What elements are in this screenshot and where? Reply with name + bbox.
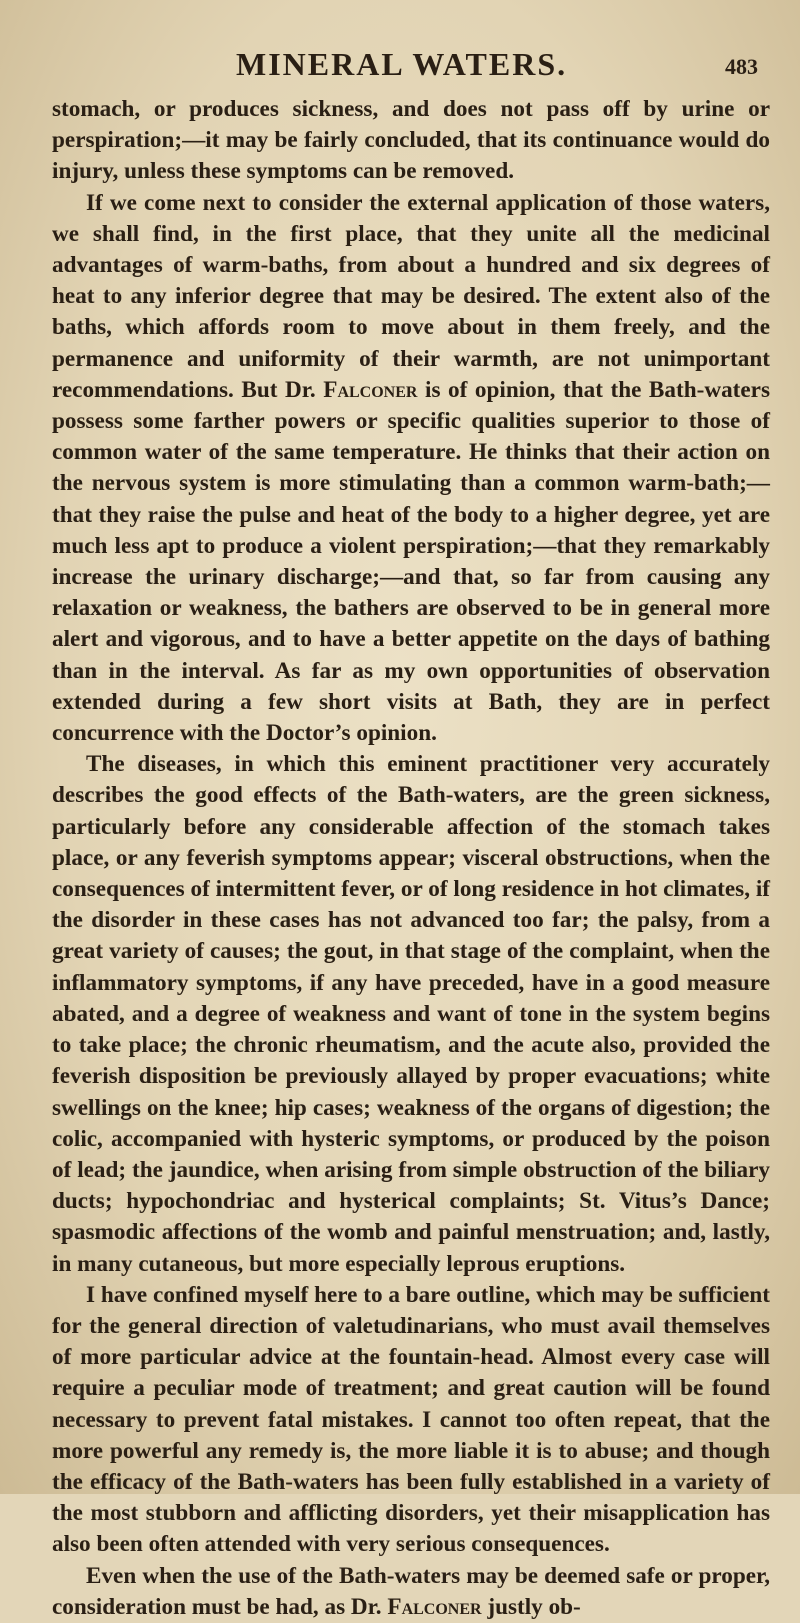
text-run: Even when the use of the Bath-waters may be deemed safe or proper, consideration must be had, as Dr. (52, 1562, 770, 1620)
running-title: MINERAL WATERS. (236, 46, 568, 82)
paragraph (52, 1561, 770, 1623)
paragraph (52, 1280, 770, 1561)
text-run: The diseases, in which this eminent practitioner very accurately describes the good effects of the Bath-waters, are the green sickness, particularly before any considerable affection of the stomach takes place, or any feverish symptoms appear; visceral obstructions, when the consequences of intermittent fever, or of long residence in hot climates, if the disorder in these cases has not advanced too far; the palsy, from a great variety of causes; the gout, in that stage of the complaint, when the inflammatory symptoms, if any have preceded, have in a good measure abated, and a degree of weakness and want of tone in the system begins to take place; the chronic rheumatism, and the acute also, provided the feverish disposition be previously allayed by proper evacuations; white swellings on the knee; hip cases; weakness of the organs of digestion; the colic, accompanied with hysteric symptoms, or produced by the poison of lead; the jaundice, when arising from simple obstruction of the biliary ducts; hypochondriac and hysterical complaints; St. Vitus’s Dance; spasmodic affections of the womb and painful menstruation; and, lastly, in many cutaneous, but more especially leprous eruptions. (52, 751, 770, 1277)
paragraph (52, 94, 770, 188)
author-name: Falconer (323, 376, 418, 403)
text-run: stomach, or produces sickness, and does not pass off by urine or perspiration;—it may be fairly concluded, that its continuance would do injury, unless these symptoms can be removed. (52, 96, 770, 185)
paragraph (52, 749, 770, 1279)
author-name: Falconer (387, 1593, 482, 1620)
page-header (0, 46, 800, 94)
body-text (52, 94, 770, 1623)
text-run: is of opinion, that the Bath-waters possess some farther powers or specific qualities superior to those of common water of the same temperature. He thinks that their action on the nervous system is more stimulating than a common warm-bath;—that they raise the pulse and heat of the body to a higher degree, yet are much less apt to produce a violent perspiration;—that they remarkably increase the urinary discharge;—and that, so far from causing any relaxation or weakness, the bathers are observed to be in general more alert and vigorous, and to have a better appetite on the days of bathing than in the interval. As far as my own opportunities of observation extended during a few short visits at Bath, they are in perfect concurrence with the Doctor’s opinion. (52, 376, 771, 747)
paragraph (52, 188, 770, 750)
text-run: I have confined myself here to a bare outline, which may be sufficient for the general direction of valetudinarians, who must avail themselves of more particular advice at the fountain-head. Almost every case will require a peculiar mode of treatment; and great caution will be found necessary to prevent fatal mistakes. I cannot too often repeat, that the more powerful any remedy is, the more liable it is to abuse; and though the efficacy of the Bath-waters has been fully established in a variety of the most stubborn and afflicting disorders, yet their misapplication has also been often attended with very serious consequences. (52, 1281, 770, 1558)
text-run: If we come next to consider the external application of those waters, we shall find, in the first place, that they unite all the medicinal advantages of warm-baths, from about a hundred and six degrees of heat to any inferior degree that may be desired. The extent also of the baths, which affords room to move about in them freely, and the permanence and uniformity of their warmth, are not unimportant recommendations. But Dr. (52, 189, 770, 403)
page-number: 483 (725, 54, 758, 79)
text-run: justly ob- (481, 1593, 581, 1620)
